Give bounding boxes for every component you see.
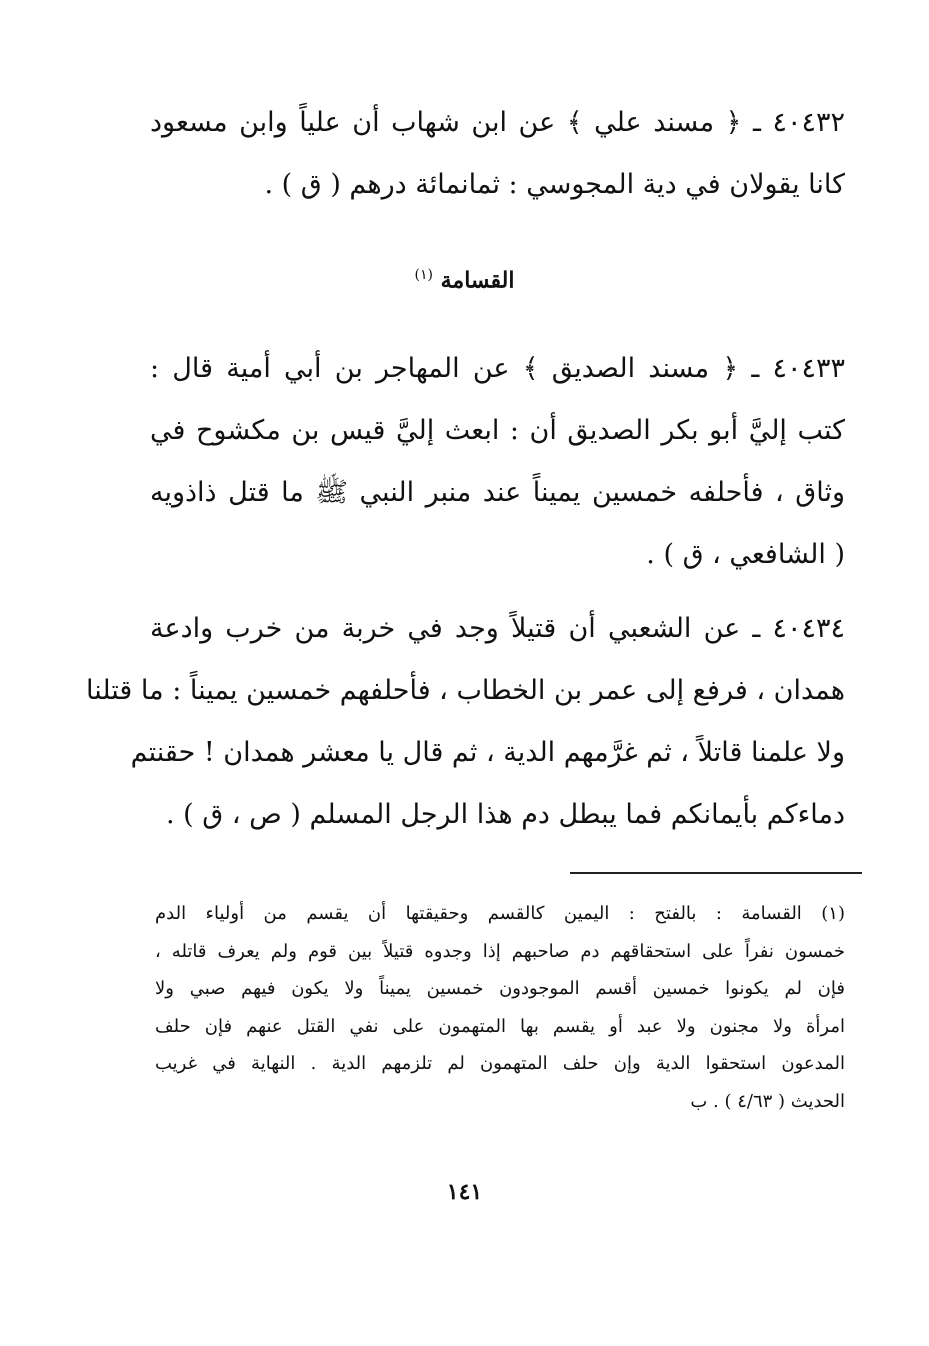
hadith-entry-40434 [85, 598, 845, 846]
hadith-entry-40433 [150, 338, 845, 586]
page-number: ١٤١ [446, 1179, 483, 1205]
footnote-line: فإن لم يكونوا خمسين أقسم الموجودون خمسين يميناً ولا يكون فيهم صبي ولا [155, 978, 845, 999]
entry-line: كانا يقولان في دية المجوسي : ثمانمائة درهم ( ق ) . [264, 169, 845, 200]
entry-line: ٤٠٤٣٢ ـ ﴿ مسند علي ﴾ عن ابن شهاب أن علياً وابن مسعود [150, 107, 845, 138]
entry-line: ٤٠٤٣٣ ـ ﴿ مسند الصديق ﴾ عن المهاجر بن أبي أمية قال : [150, 353, 845, 384]
footnote-line: الحديث ( ٤/٦٣ ) . ب [690, 1090, 845, 1112]
footnote-line: خمسون نفراً على استحقاقهم دم صاحبهم إذا وجدوه قتيلاً بين قوم ولم يعرف قاتله ، [155, 940, 845, 962]
footnote-separator [570, 872, 862, 874]
entry-line: ولا علمنا قاتلاً ، ثم غرَّمهم الدية ، ثم قال يا معشر همدان ! حقنتم [130, 737, 845, 768]
section-title: القسامة [440, 267, 515, 294]
footnote-reference: (١) [414, 267, 433, 283]
entry-line: كتب إليَّ أبو بكر الصديق أن : ابعث إليَّ قيس بن مكشوح في [150, 415, 845, 446]
entry-line: دماءكم بأيمانكم فما يبطل دم هذا الرجل المسلم ( ص ، ق ) . [166, 799, 845, 830]
entry-line: همدان ، فرفع إلى عمر بن الخطاب ، فأحلفهم خمسين يميناً : ما قتلنا [85, 675, 845, 706]
entry-line: ( الشافعي ، ق ) . [646, 539, 845, 570]
footnote-line: امرأة ولا مجنون ولا عبد أو يقسم بها المتهمون على نفي القتل عنهم فإن حلف [155, 1015, 845, 1037]
footnote-line: المدعون استحقوا الدية وإن حلف المتهمون لم تلزمهم الدية . النهاية في غريب [155, 1053, 845, 1074]
hadith-entry-40432 [150, 92, 845, 216]
entry-line: ٤٠٤٣٤ ـ عن الشعبي أن قتيلاً وجد في خربة من خرب وادعة [150, 613, 845, 644]
footnote [155, 895, 845, 1120]
section-heading [0, 255, 929, 300]
entry-line: وثاق ، فأحلفه خمسين يميناً عند منبر النبي ﷺ ما قتل ذاذويه [150, 477, 845, 508]
footnote-line: (١) القسامة : بالفتح : اليمين كالقسم وحقيقتها أن يقسم من أولياء الدم [155, 903, 845, 924]
